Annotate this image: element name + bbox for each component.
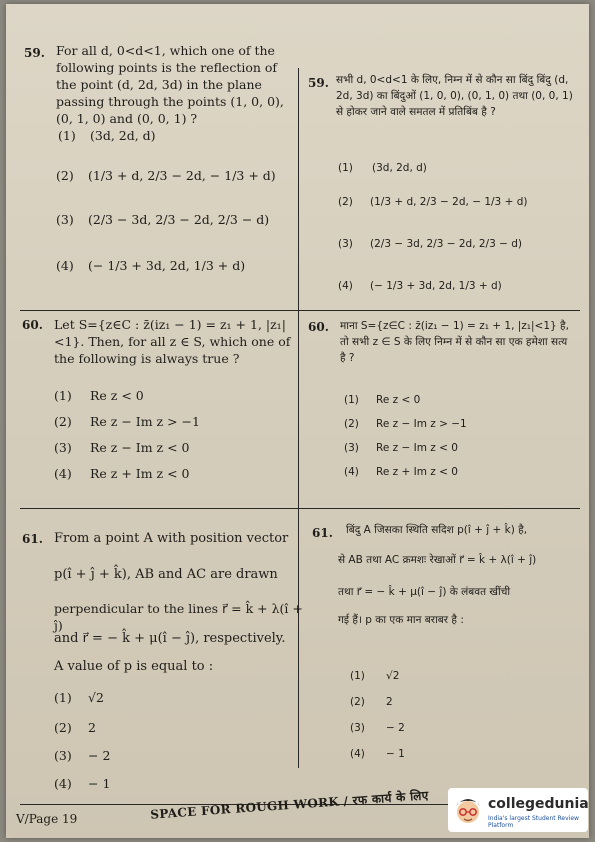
option-text: Re z + Im z < 0 [90, 466, 190, 481]
question-stem-hindi: सभी d, 0<d<1 के लिए, निम्न में से कौन सा बिंदु बिंदु (d, 2d, 3d) का बिंदुओं (1, 0, 0), (0, 1, 0) तथा (0, 0, 1) से होकर जाने वाले समतल में प्रतिबिंब है ? [336, 74, 573, 118]
option-label: (4) [350, 748, 365, 760]
option-text: Re z − Im z > −1 [376, 418, 467, 430]
option-text: 2 [88, 720, 96, 735]
option-text: (2/3 − 3d, 2/3 − 2d, 2/3 − d) [370, 238, 523, 250]
option-text: − 2 [88, 748, 111, 763]
option-label: (2) [350, 696, 365, 708]
option-label: (4) [338, 280, 353, 292]
option-label: (2) [56, 168, 74, 183]
option-label: (1) [344, 394, 359, 406]
option-text: (3d, 2d, d) [372, 162, 427, 174]
option-text: Re z − Im z < 0 [376, 442, 458, 454]
question-number: 61. [312, 526, 333, 540]
option-label: (3) [56, 212, 74, 227]
option-text: Re z + Im z < 0 [376, 466, 458, 478]
option-text: Re z < 0 [90, 388, 144, 403]
question-number: 60. [308, 320, 329, 334]
option-text: 2 [386, 696, 393, 708]
option-label: (2) [344, 418, 359, 430]
option-text: Re z − Im z > −1 [90, 414, 200, 429]
row-separator [20, 508, 580, 509]
question-line-hindi: से AB तथा AC क्रमशः रेखाओं r⃗ = k̂ + λ(î + ĵ) [338, 554, 537, 566]
question-number: 61. [22, 532, 43, 546]
question-line: From a point A with position vector [54, 531, 289, 546]
option-label: (3) [344, 442, 359, 454]
option-text: (2/3 − 3d, 2/3 − 2d, 2/3 − d) [88, 212, 270, 227]
question-stem-hindi: माना S={z∈C : z̄(iz₁ − 1) = z₁ + 1, |z₁|<1} है, तो सभी z ∈ S के लिए निम्न में से कौन सा एक हमेशा सत्य है ? [340, 320, 569, 364]
option-label: (1) [54, 388, 72, 403]
rough-work-label: SPACE FOR ROUGH WORK / रफ कार्य के लिए [149, 788, 430, 822]
watermark-tagline: India's largest Student Review Platform [488, 815, 579, 829]
option-text: √2 [88, 690, 104, 705]
option-label: (4) [56, 258, 74, 273]
row-separator [20, 310, 580, 311]
question-line: p(î + ĵ + k̂), AB and AC are drawn [54, 567, 278, 582]
option-label: (4) [54, 776, 72, 791]
option-text: − 1 [88, 776, 111, 791]
option-label: (1) [58, 128, 76, 143]
option-label: (1) [54, 690, 72, 705]
question-number: 59. [24, 46, 45, 60]
question-stem: Let S={z∈C : z̄(iz₁ − 1) = z₁ + 1, |z₁|<1}. Then, for all z ∈ S, which one of the following is always true ? [54, 317, 291, 366]
question-line-hindi: बिंदु A जिसका स्थिति सदिश p(î + ĵ + k̂) है, [346, 524, 528, 536]
option-label: (2) [54, 414, 72, 429]
question-line: A value of p is equal to : [54, 659, 214, 674]
option-label: (1) [338, 162, 353, 174]
option-label: (3) [54, 440, 72, 455]
option-label: (3) [350, 722, 365, 734]
option-label: (1) [350, 670, 365, 682]
option-label: (3) [338, 238, 353, 250]
option-text: Re z − Im z < 0 [90, 440, 190, 455]
question-number: 59. [308, 76, 329, 90]
option-text: (1/3 + d, 2/3 − 2d, − 1/3 + d) [370, 196, 528, 208]
question-stem: For all d, 0<d<1, which one of the following points is the reflection of the point (d, 2d, 3d) in the plane passing through the points (1, 0, 0), (0, 1, 0) and (0, 0, 1) ? [56, 43, 284, 126]
question-line-hindi: गई हैं। p का एक मान बराबर है : [338, 614, 464, 626]
option-text: (3d, 2d, d) [90, 128, 156, 143]
question-line-hindi: तथा r⃗ = − k̂ + μ(î − ĵ) के लंबवत खींची [338, 586, 511, 598]
column-divider [298, 68, 299, 768]
option-text: − 2 [386, 722, 405, 734]
page-number: V/Page 19 [16, 812, 78, 826]
option-text: (− 1/3 + 3d, 2d, 1/3 + d) [88, 258, 246, 273]
watermark-name: collegedunia [488, 796, 589, 812]
student-logo-icon [452, 792, 484, 828]
option-label: (4) [54, 466, 72, 481]
question-number: 60. [22, 318, 43, 332]
option-label: (4) [344, 466, 359, 478]
option-text: √2 [386, 670, 400, 682]
question-line: perpendicular to the lines r⃗ = k̂ + λ(î + ĵ) [54, 601, 303, 633]
question-line: and r⃗ = − k̂ + μ(î − ĵ), respectively. [54, 631, 286, 646]
option-text: − 1 [386, 748, 405, 760]
option-text: (1/3 + d, 2/3 − 2d, − 1/3 + d) [88, 168, 276, 183]
option-label: (2) [338, 196, 353, 208]
option-text: (− 1/3 + 3d, 2d, 1/3 + d) [370, 280, 502, 292]
option-label: (2) [54, 720, 72, 735]
option-text: Re z < 0 [376, 394, 421, 406]
option-label: (3) [54, 748, 72, 763]
